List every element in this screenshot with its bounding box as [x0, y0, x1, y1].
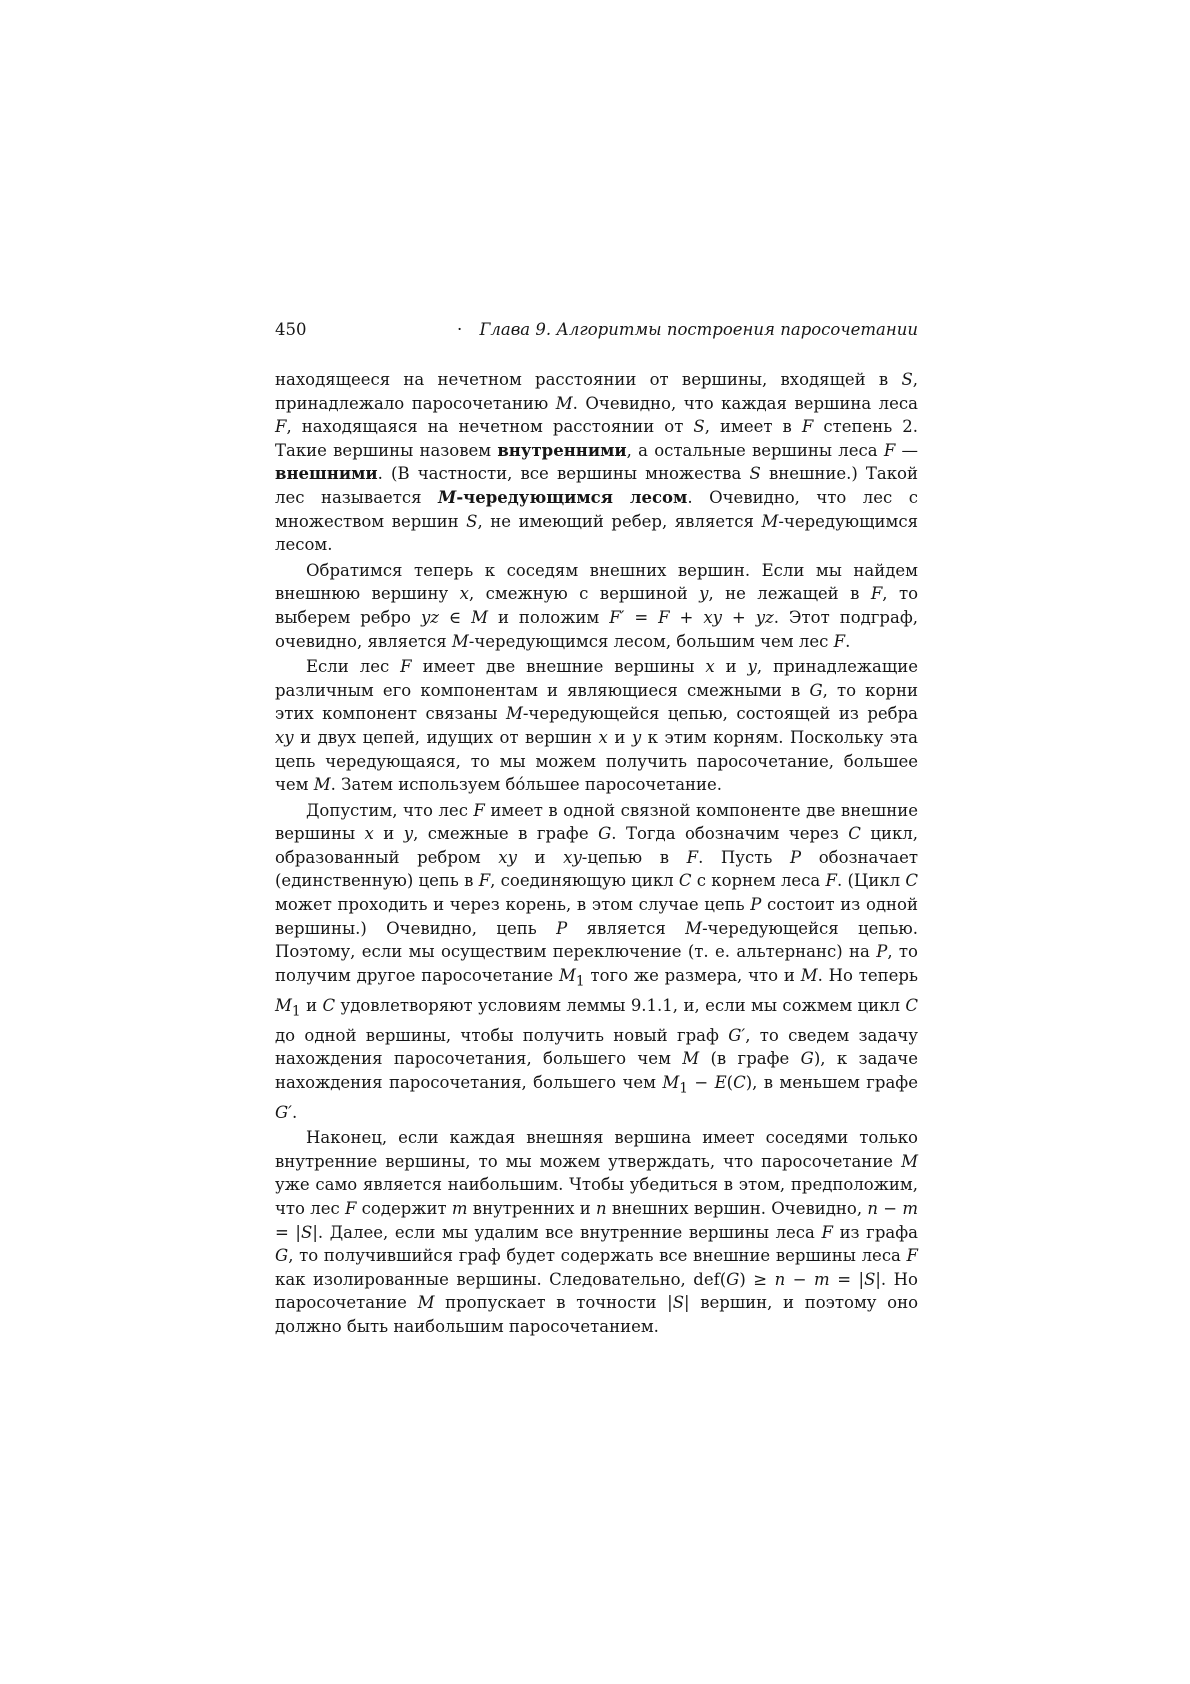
paragraph-5: [275, 1126, 918, 1338]
text-run: Допустим, что лес: [306, 800, 474, 820]
text-run: , имеет в: [704, 417, 802, 437]
text-run: имеет две внешние вершины: [411, 657, 706, 677]
chapter-title: Глава 9. Алгоритмы построения паросочетании: [479, 320, 918, 339]
text-run: +: [669, 607, 704, 627]
text-run: и: [714, 657, 748, 677]
text-run: |. Но паросочетание: [275, 1269, 918, 1313]
text-run: , то корни этих компонент связаны: [275, 680, 918, 724]
text-run: , то выберем ребро: [275, 584, 919, 627]
text-run: -чередующимся лесом, большим чем лес: [468, 631, 834, 651]
math-run: G′: [275, 1102, 292, 1122]
text-run: того же размера, что и: [584, 965, 801, 985]
math-run: m: [814, 1269, 830, 1289]
math-run: F′: [609, 607, 625, 627]
math-run: S: [749, 464, 761, 484]
paragraph-1: [275, 368, 918, 557]
text-run: пропускает в точности |: [434, 1293, 673, 1313]
text-run: , то получившийся граф будет содержать все внешние вершины леса: [288, 1246, 907, 1266]
math-run: x: [705, 657, 715, 677]
math-run: M: [558, 965, 576, 985]
math-run: 1: [679, 1080, 689, 1097]
math-run: F: [906, 1246, 918, 1266]
text-run: , находящаяся на нечетном расстоянии от: [286, 417, 694, 437]
text-run: цикл, образованный ребром: [275, 824, 919, 867]
math-run: E: [714, 1072, 727, 1092]
text-run: находящееся на нечетном расстоянии от вершины, входящей в: [275, 370, 902, 389]
text-run: содержит: [356, 1199, 452, 1219]
paragraph-2: [275, 559, 918, 653]
math-run: S: [693, 417, 705, 437]
book-page: [275, 320, 918, 1339]
math-run: x: [598, 727, 608, 747]
text-run: . Тогда обозначим через: [611, 824, 849, 844]
text-run: и: [373, 824, 404, 844]
text-run: |. Далее, если мы удалим все внутренние вершины леса: [312, 1222, 822, 1242]
text-run: . Очевидно, что лес с множеством вершин: [275, 487, 918, 531]
text-run: к этим корням. Поскольку эта цепь чередующаяся, то мы можем получить паросочетание, большее чем: [275, 727, 918, 795]
math-run: F: [658, 607, 670, 627]
math-run: 1: [575, 973, 585, 990]
text-run: −: [688, 1072, 715, 1092]
text-run: (в графе: [699, 1049, 801, 1069]
text-run: внешних вершин. Очевидно,: [606, 1199, 868, 1219]
text-run: .: [845, 631, 851, 651]
text-run: и: [516, 847, 564, 867]
math-run: S: [466, 511, 478, 531]
text-run: , принадлежащие различным его компонентам и являющиеся смежными в: [275, 657, 918, 700]
text-run: -цепью в: [581, 847, 687, 867]
math-run: внутренними: [497, 440, 627, 460]
math-run: n: [867, 1199, 878, 1219]
text-run: внешние.) Такой лес называется: [275, 464, 918, 507]
math-run: G: [809, 680, 823, 700]
math-run: M: [555, 393, 573, 413]
math-run: P: [556, 918, 568, 938]
math-run: n: [596, 1199, 607, 1219]
text-run: , соединяющую цикл: [490, 871, 679, 891]
math-run: 1: [291, 1003, 301, 1020]
math-run: y: [747, 657, 757, 677]
math-run: -чередующимся лесом: [456, 487, 688, 507]
text-run: , то получим другое паросочетание: [275, 942, 918, 985]
text-run: и: [300, 995, 323, 1015]
math-run: S: [901, 370, 913, 389]
text-run: Обратимся теперь к соседям внешних вершин. Если мы найдем внешнюю вершину: [275, 560, 918, 604]
math-run: C: [905, 871, 918, 891]
text-run: как изолированные вершины. Следовательно, def(: [275, 1269, 727, 1289]
text-run: состоит из одной вершины.) Очевидно, цепь: [275, 895, 918, 938]
text-run: до одной вершины, чтобы получить новый граф: [275, 1025, 729, 1045]
math-run: G′: [728, 1025, 746, 1045]
text-run: и: [607, 727, 632, 747]
math-run: M: [761, 511, 779, 531]
header-dot: ·: [457, 320, 463, 339]
text-run: Наконец, если каждая внешняя вершина имеет соседями только внутренние вершины, то мы можем утверждать, что паросочетание: [275, 1128, 918, 1171]
text-run: с корнем леса: [691, 871, 826, 891]
text-run: . Этот подграф, очевидно, является: [275, 607, 918, 651]
math-run: xy: [563, 847, 582, 867]
paragraph-3: [275, 655, 918, 797]
math-run: F: [400, 657, 412, 677]
math-run: F: [473, 800, 485, 820]
math-run: yz: [755, 607, 774, 627]
math-run: x: [364, 824, 374, 844]
body-text: [275, 368, 918, 1339]
paragraph-4: [275, 799, 918, 1125]
text-run: может проходить и через корень, в этом случае цепь: [275, 895, 751, 915]
math-run: M: [438, 487, 457, 507]
text-run: , смежные в графе: [413, 824, 599, 844]
text-run: -чередующимся лесом.: [275, 511, 918, 555]
math-run: P: [789, 847, 802, 867]
text-run: =: [624, 607, 659, 627]
math-run: M: [505, 704, 523, 724]
math-run: F: [686, 847, 699, 867]
math-run: M: [275, 995, 292, 1015]
math-run: F: [478, 871, 491, 891]
text-run: Если лес: [306, 657, 401, 677]
text-run: . Очевидно, что каждая вершина леса: [572, 393, 918, 413]
text-run: имеет в одной связной компоненте две внешние вершины: [275, 800, 918, 844]
math-run: x: [459, 584, 469, 604]
text-run: —: [895, 440, 918, 460]
text-run: | вершин, и поэтому оно должно быть наибольшим паросочетанием.: [275, 1293, 918, 1337]
math-run: F: [825, 871, 837, 891]
math-run: F: [833, 631, 846, 651]
text-run: . Затем используем бо́льшее паросочетание.: [330, 775, 723, 795]
text-run: . (В частности, все вершины множества: [377, 464, 750, 484]
math-run: P: [750, 895, 762, 915]
text-run: ), в меньшем графе: [745, 1072, 918, 1092]
text-run: и положим: [488, 607, 610, 627]
math-run: S: [864, 1269, 876, 1289]
math-run: M: [685, 918, 703, 938]
text-run: −: [785, 1269, 815, 1289]
math-run: S: [672, 1293, 684, 1313]
text-run: , принадлежало паросочетанию: [275, 370, 918, 413]
math-run: M: [682, 1049, 700, 1069]
text-run: уже само является наибольшим. Чтобы убедиться в этом, предположим, что лес: [275, 1175, 918, 1219]
text-run: . Пусть: [698, 847, 790, 867]
text-run: , не лежащей в: [708, 584, 871, 604]
math-run: F: [275, 417, 287, 437]
math-run: G: [598, 824, 612, 844]
math-run: xy: [498, 847, 517, 867]
math-run: внешними: [275, 464, 378, 484]
math-run: n: [774, 1269, 786, 1289]
math-run: M: [451, 631, 469, 651]
math-run: xy: [703, 607, 722, 627]
math-run: y: [631, 727, 642, 747]
text-run: является: [567, 918, 686, 938]
math-run: M: [471, 607, 488, 627]
text-run: удовлетворяют условиям леммы 9.1.1, и, если мы сожмем цикл: [335, 995, 906, 1015]
math-run: G: [275, 1246, 289, 1266]
text-run: -чередующейся цепью. Поэтому, если мы осуществим переключение (т. е. альтернанс) на: [275, 918, 918, 962]
text-run: ) ≥: [739, 1269, 775, 1289]
text-run: и двух цепей, идущих от вершин: [293, 727, 599, 747]
text-run: внутренних и: [467, 1199, 597, 1219]
math-run: y: [403, 824, 414, 844]
text-run: , смежную с вершиной: [468, 584, 700, 604]
math-run: m: [902, 1199, 918, 1219]
text-run: ), к задаче нахождения паросочетания, большего чем: [275, 1049, 918, 1092]
running-head: [275, 320, 918, 346]
math-run: F: [821, 1222, 833, 1242]
text-run: -чередующейся цепью, состоящей из ребра: [522, 704, 918, 724]
math-run: G: [726, 1269, 740, 1289]
text-run: . Но теперь: [817, 965, 918, 985]
math-run: M: [662, 1072, 680, 1092]
math-run: M: [313, 775, 331, 795]
text-run: степень 2. Такие вершины назовем: [275, 417, 918, 460]
math-run: C: [733, 1072, 746, 1092]
math-run: C: [905, 995, 918, 1015]
math-run: F: [344, 1199, 357, 1219]
math-run: F: [801, 417, 814, 437]
text-run: , то сведем задачу нахождения паросочетания, большего чем: [275, 1025, 918, 1069]
math-run: F: [870, 584, 883, 604]
math-run: M: [901, 1151, 918, 1171]
text-run: .: [291, 1102, 298, 1122]
text-run: , а остальные вершины леса: [626, 440, 884, 460]
math-run: G: [800, 1049, 814, 1069]
text-run: (: [726, 1072, 734, 1092]
text-run: ∈: [438, 607, 472, 627]
math-run: C: [848, 824, 861, 844]
text-run: +: [721, 607, 756, 627]
math-run: C: [322, 995, 336, 1015]
math-run: y: [699, 584, 709, 604]
math-run: yz: [420, 607, 439, 627]
math-run: xy: [275, 727, 294, 747]
math-run: S: [301, 1222, 313, 1242]
math-run: m: [451, 1199, 468, 1219]
text-run: = |: [275, 1222, 301, 1242]
text-run: −: [878, 1199, 903, 1219]
text-run: = |: [829, 1269, 865, 1289]
math-run: F: [883, 440, 896, 460]
text-run: обозначает (единственную) цепь в: [275, 847, 918, 891]
math-run: M: [800, 965, 818, 985]
math-run: M: [417, 1293, 435, 1313]
text-run: . (Цикл: [836, 871, 906, 891]
math-run: P: [876, 942, 888, 962]
text-run: , не имеющий ребер, является: [477, 511, 762, 531]
page-number: 450: [275, 320, 307, 339]
math-run: C: [678, 871, 692, 891]
text-run: из графа: [832, 1222, 918, 1242]
